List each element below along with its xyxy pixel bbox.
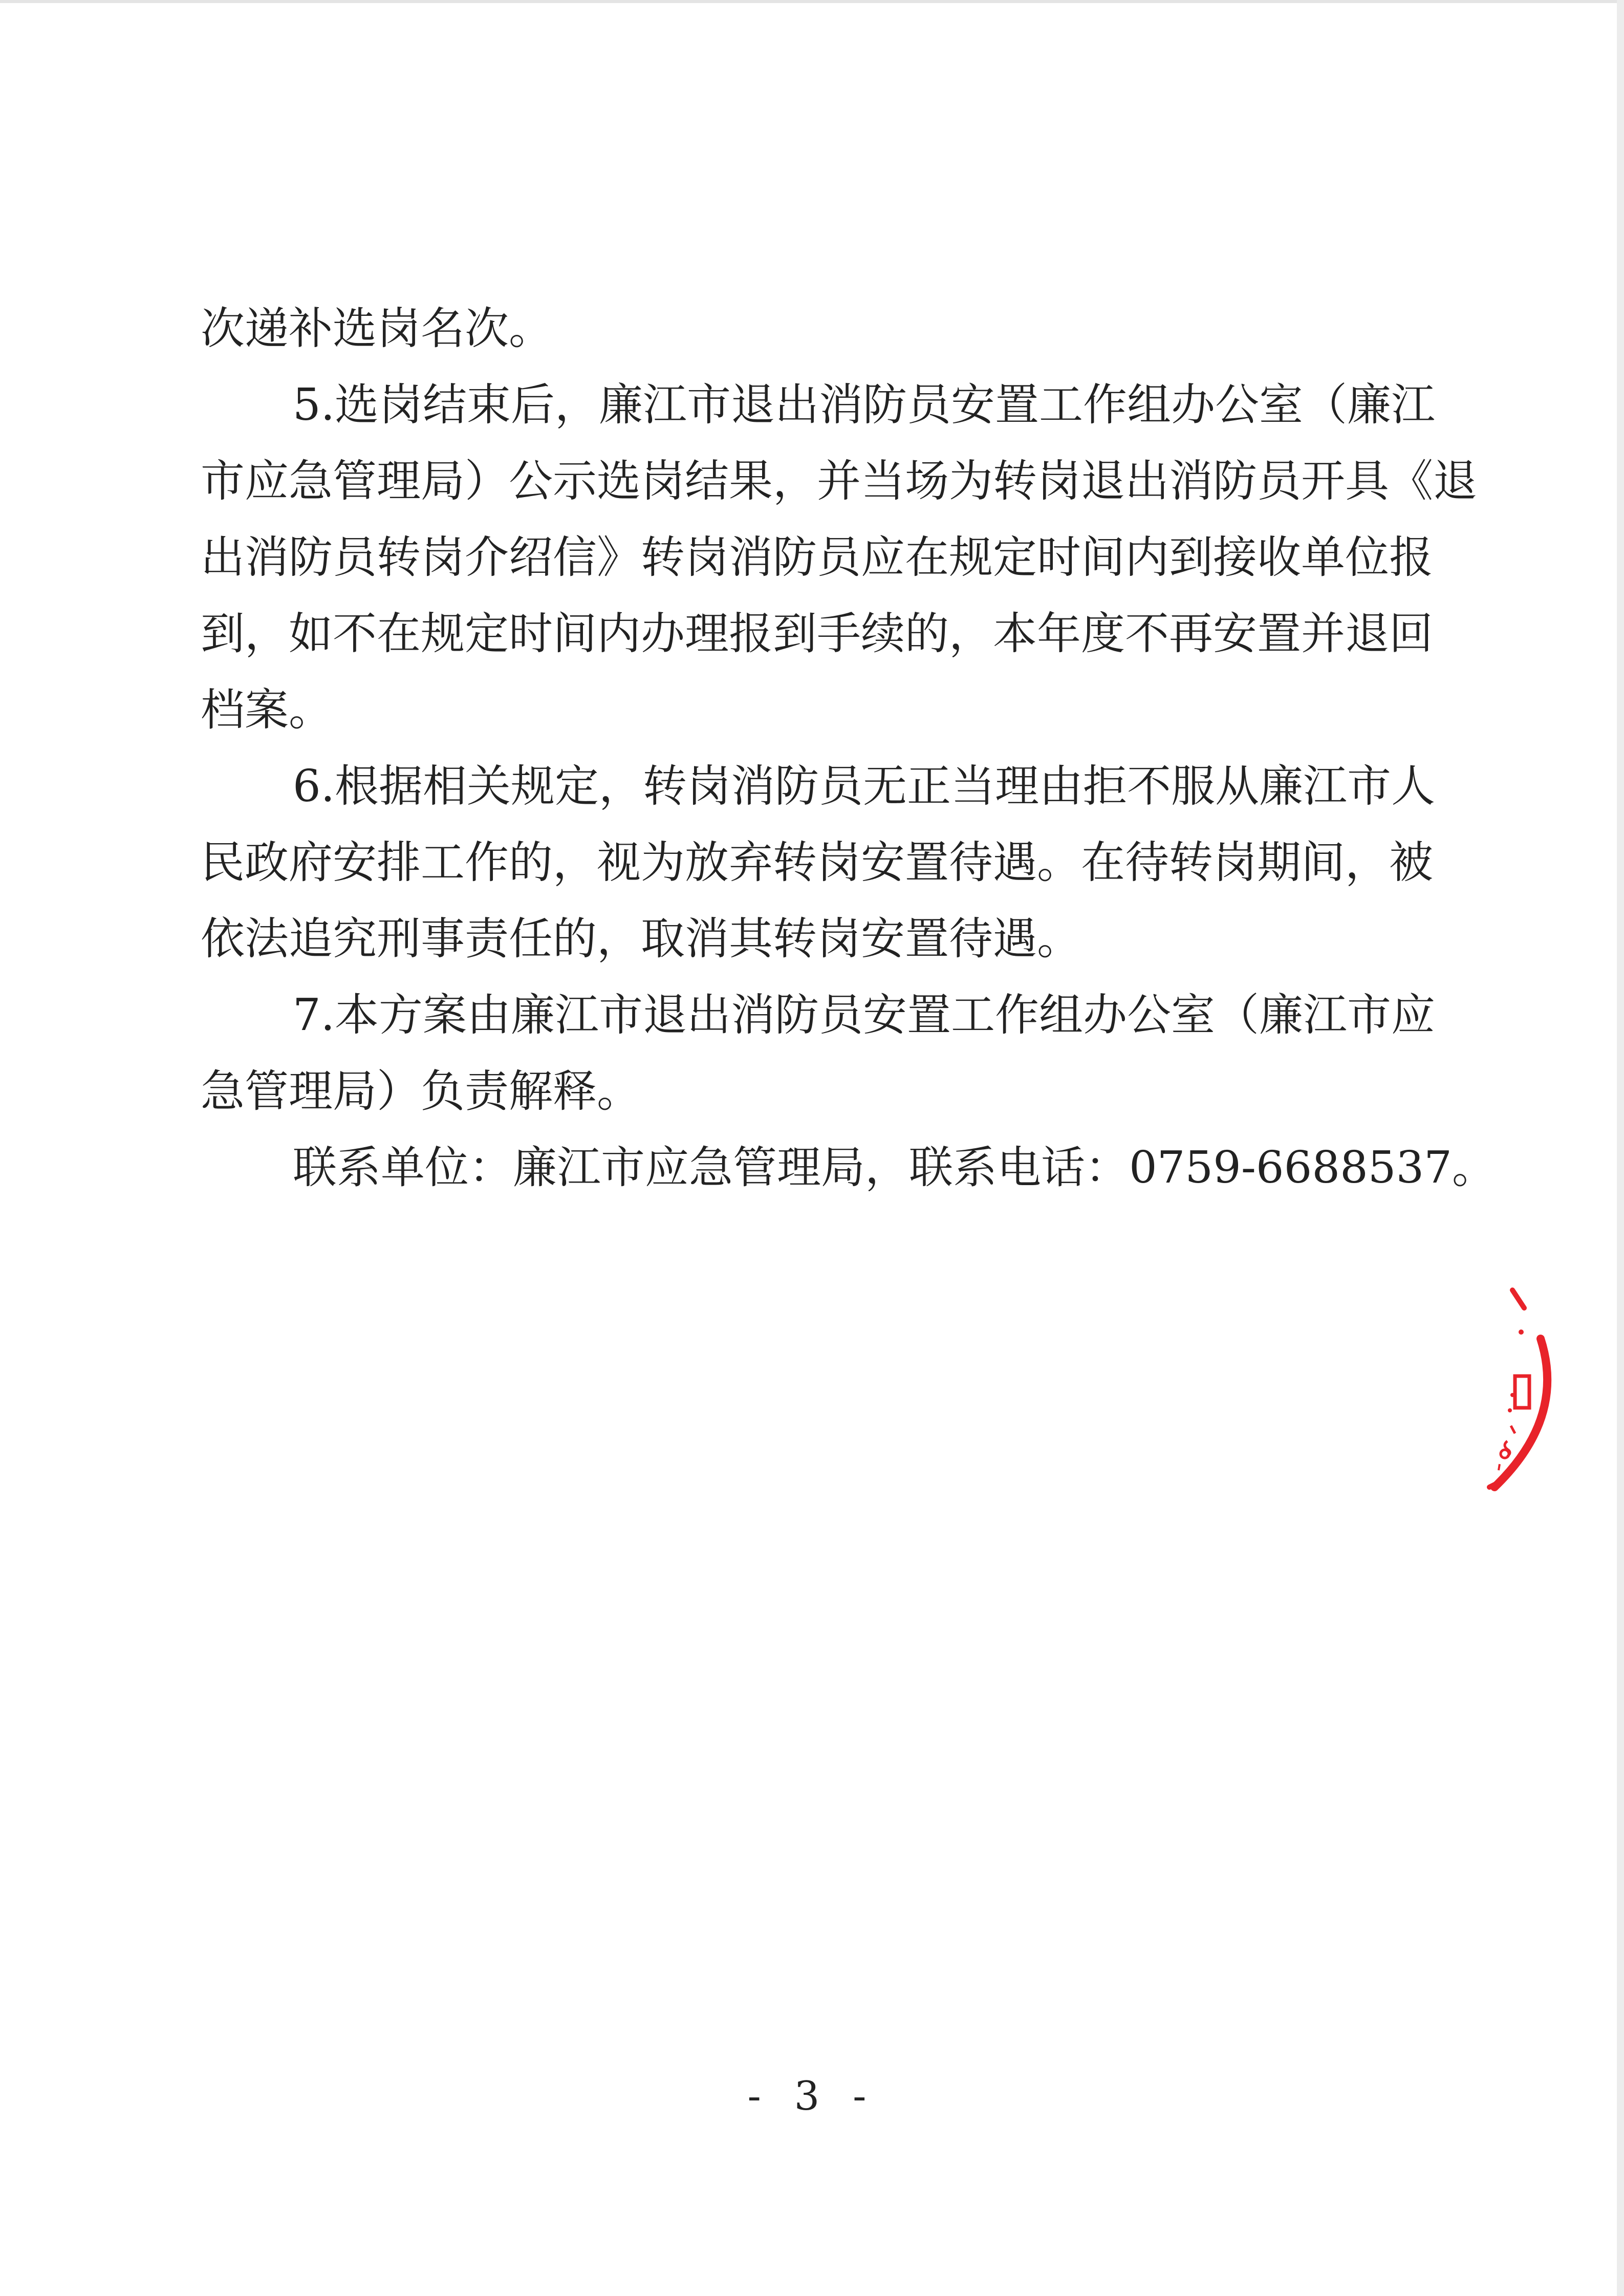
text-line: 到，如不在规定时间内办理报到手续的，本年度不再安置并退回 [201,608,1433,659]
text-line: 联系单位：廉江市应急管理局，联系电话：0759-6688537。 [293,1142,1496,1193]
scan-top-edge [0,0,1624,3]
official-seal-stamp [1484,1249,1607,1526]
seal-char-fragment [1515,1376,1529,1408]
text-line: 档案。 [201,684,333,736]
text-line: 市应急管理局）公示选岗结果，并当场为转岗退出消防员开具《退 [201,456,1477,507]
text-line: 民政府安排工作的，视为放弃转岗安置待遇。在待转岗期间，被 [201,837,1433,888]
text-line: 5.选岗结束后，廉江市退出消防员安置工作组办公室（廉江 [293,379,1436,431]
text-line: 出消防员转岗介绍信》转岗消防员应在规定时间内到接收单位报 [201,532,1433,583]
text-line: 次递补选岗名次。 [201,303,553,354]
text-line: 6.根据相关规定，转岗消防员无正当理由拒不服从廉江市人 [293,761,1436,812]
seal-dot [1519,1329,1524,1335]
text-line: 急管理局）负责解释。 [201,1066,641,1117]
page-number: - 3 - [747,2073,877,2119]
document-body [201,291,1496,1206]
seal-ring-arc [1495,1339,1547,1487]
scan-right-edge [1617,0,1624,2296]
text-line: 依法追究刑事责任的，取消其转岗安置待遇。 [201,913,1081,964]
seal-ring-fragment [1512,1290,1524,1308]
text-line: 7.本方案由廉江市退出消防员安置工作组办公室（廉江市应 [293,990,1436,1041]
